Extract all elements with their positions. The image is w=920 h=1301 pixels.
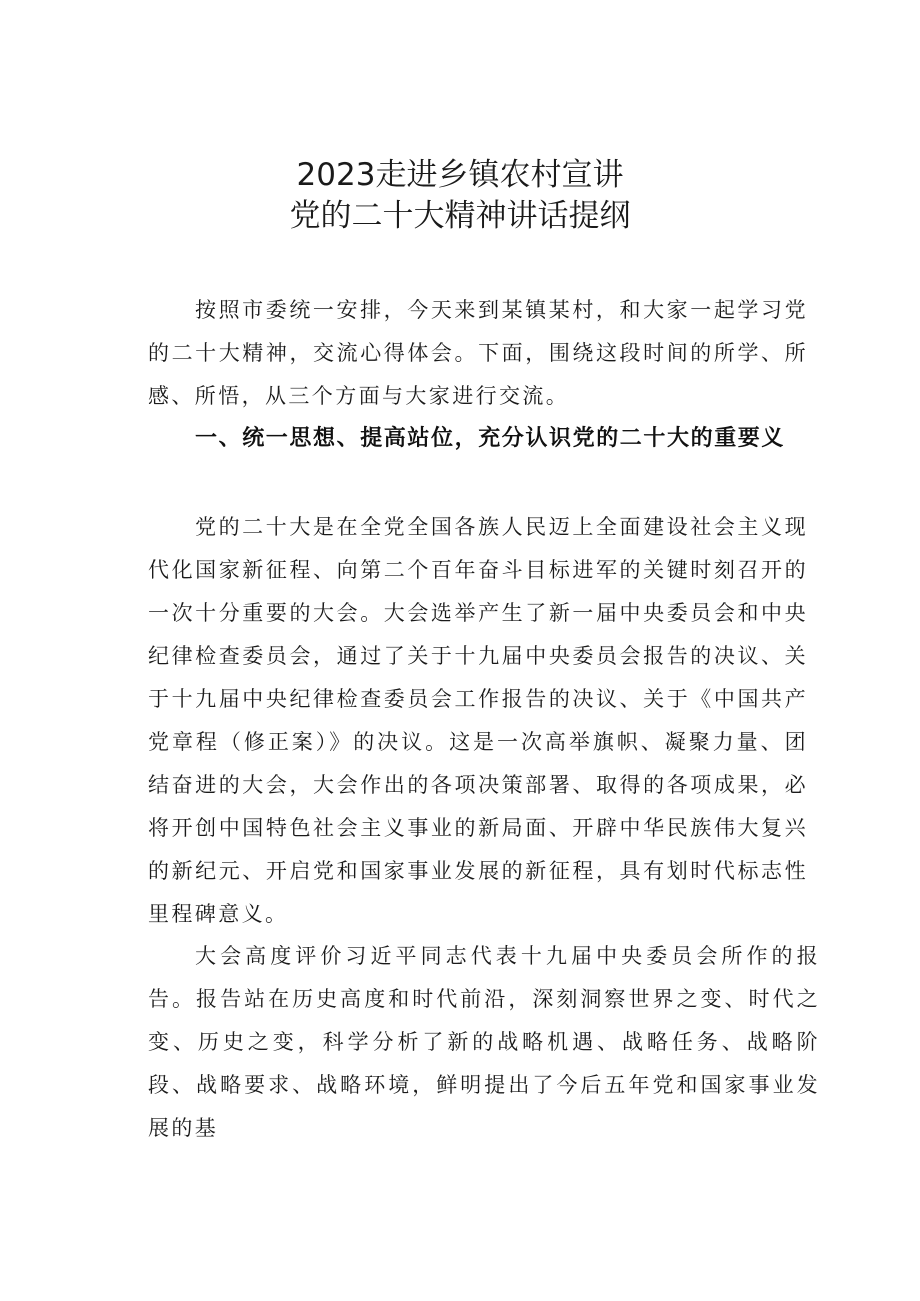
body-paragraph-1: 党的二十大是在全党全国各族人民迈上全面建设社会主义现代化国家新征程、向第二个百年奋斗目标进军的关键时刻召开的一次十分重要的大会。大会选举产生了新一届中央委员会和中央纪律检查委员会，通过了关于十九届中央委员会报告的决议、关于十九届中央纪律检查委员会工作报告的决议、关于《中国共产党章程（修正案）》的决议。这是一次高举旗帜、凝聚力量、团结奋进的大会，大会作出的各项决策部署、取得的各项成果，必将开创中国特色社会主义事业的新局面、开辟中华民族伟大复兴的新纪元、开启党和国家事业发展的新征程，具有划时代标志性里程碑意义。	[148, 515, 808, 926]
body-paragraph-2: 大会高度评价习近平同志代表十九届中央委员会所作的报告。报告站在历史高度和时代前沿，深刻洞察世界之变、时代之变、历史之变，科学分析了新的战略机遇、战略任务、战略阶段、战略要求、战略环境，鲜明提出了今后五年党和国家事业发展的基	[148, 944, 820, 1140]
document-title-line-1: 2023走进乡镇农村宣讲	[296, 157, 624, 193]
document-title-line-2: 党的二十大精神讲话提纲	[289, 198, 631, 234]
intro-paragraph: 按照市委统一安排，今天来到某镇某村，和大家一起学习党的二十大精神，交流心得体会。下面，围绕这段时间的所学、所感、所悟，从三个方面与大家进行交流。	[148, 298, 808, 408]
section-heading-1: 一、统一思想、提高站位，充分认识党的二十大的重要义	[195, 426, 786, 451]
